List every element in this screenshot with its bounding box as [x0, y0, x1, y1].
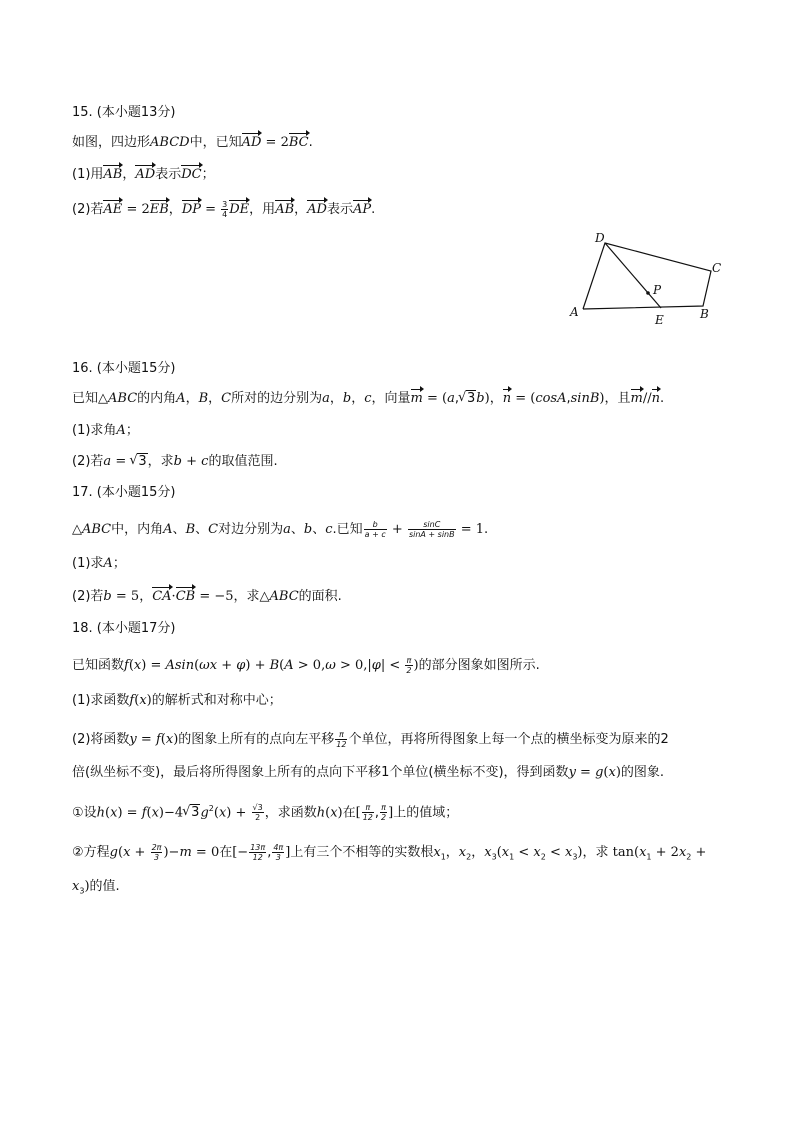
q16-header: 16. (本小题15分) — [72, 361, 176, 376]
q18-sub2-line1: ②方程g(x + $\frac{2\pi}{3}$ )−m = 0在[− $\frac{13\pi}{12}$ , $\frac{4\pi}{3}$ ]上有三个不相等的实数根$x_1$，$x_2$，$x_3(x_1 < x_2 < x_3)$，求 $\tan(x_1 + 2x_2$ + — [72, 843, 707, 862]
q18-part2-line2: 倍(纵坐标不变)，最后将所得图象上所有的点向下平移1个单位(横坐标不变)，得到函数y = g(x)的图象. — [72, 765, 665, 780]
q15-header: 15. (本小题13分) — [72, 105, 176, 120]
q15-part2: (2)若AE = 2EB，DP = $\frac{3}{4}$ DE，用AB，AD表示AP. — [72, 200, 376, 219]
q18-sub1: ①设h(x) = f(x)−4√ $3g^2(x)$ + $\frac{√3}{2}$ ，求函数h(x)在[ $\frac{\pi}{12}$ , $\frac{\pi}{2}$ ]上的值域； — [72, 800, 458, 822]
q17-part2: (2)若b = 5，CA·CB = −5，求△ABC的面积. — [72, 589, 342, 604]
q17-part1: (1)求A； — [72, 556, 126, 571]
label-c: C — [712, 261, 722, 275]
q18-sub2-line2: $x_3$)的值. — [72, 879, 120, 896]
label-b: B — [700, 307, 709, 321]
point-p — [646, 291, 650, 295]
q15-statement: 如图，四边形ABCD中，已知AD = 2BC. — [72, 135, 313, 150]
q18-part2-line1: (2)将函数y = f(x)的图象上所有的点向左平移 $\frac{\pi}{12}$ 个单位，再将所得图象上每一个点的横坐标变为原来的2 — [72, 730, 669, 749]
label-e: E — [655, 313, 664, 327]
q17-statement: △ABC中，内角A、B、C对边分别为a、b、c.已知 $\frac{b}{a + c}$ + $\frac{\sin C}{\sin A + \sin B}$ = 1. — [72, 520, 489, 539]
q15-part1: (1)用AB，AD表示DC； — [72, 167, 215, 182]
label-p: P — [653, 283, 662, 297]
q16-part2: (2)若a = √ 3，求b + c的取值范围. — [72, 453, 278, 471]
quadrilateral-outline — [583, 243, 711, 309]
q18-part1: (1)求函数f(x)的解析式和对称中心； — [72, 693, 282, 708]
label-a: A — [570, 305, 579, 319]
q18-header: 18. (本小题17分) — [72, 621, 176, 636]
q16-part1: (1)求角A； — [72, 423, 139, 438]
label-d: D — [595, 231, 605, 245]
q16-statement: 已知△ABC的内角A，B，C所对的边分别为a，b，c，向量m = (a,√ 3b)，n = (cosA,sinB)，且m//n. — [72, 390, 664, 408]
segment-de — [605, 243, 661, 308]
quadrilateral-diagram — [560, 230, 730, 330]
q18-statement: 已知函数f(x) = Asin(ωx + φ) + B(A > 0,ω > 0,|φ| < $\frac{\pi}{2}$ )的部分图象如图所示. — [72, 656, 540, 675]
q17-header: 17. (本小题15分) — [72, 485, 176, 500]
